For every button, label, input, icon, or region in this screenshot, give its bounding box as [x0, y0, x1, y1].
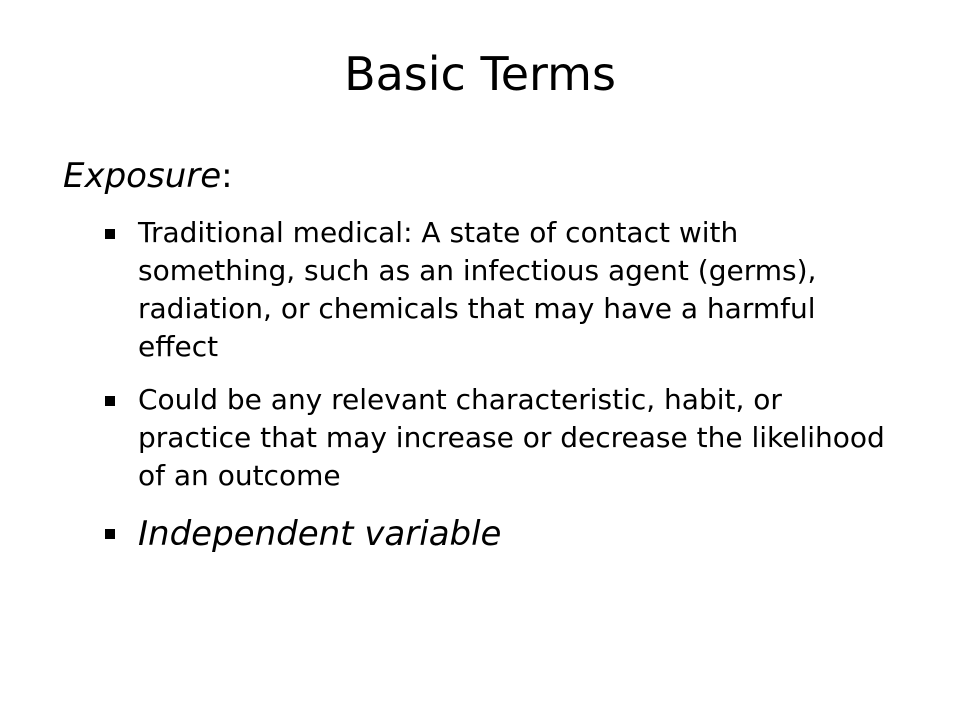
bullet-item-independent-variable	[63, 510, 903, 558]
bullet-text: Could be any relevant characteristic, habit, or practice that may increase or decrease the likelihood of an outcome	[138, 383, 885, 492]
square-bullet-icon	[105, 229, 115, 239]
term-word: Exposure	[63, 156, 222, 196]
square-bullet-icon	[105, 529, 115, 539]
bullet-text: Independent variable	[138, 514, 502, 554]
term-suffix: :	[221, 156, 233, 196]
bullet-item-traditional-medical	[63, 214, 903, 366]
square-bullet-icon	[105, 396, 115, 406]
bullet-text: Traditional medical: A state of contact with something, such as an infectious agent (germs), radiation, or chemicals that may have a harmful effect	[138, 216, 817, 363]
bullet-list	[63, 214, 903, 558]
slide-title: Basic Terms	[344, 47, 616, 101]
bullet-item-relevant-characteristic	[63, 381, 903, 495]
slide-content	[63, 152, 903, 573]
term-heading	[63, 152, 903, 200]
